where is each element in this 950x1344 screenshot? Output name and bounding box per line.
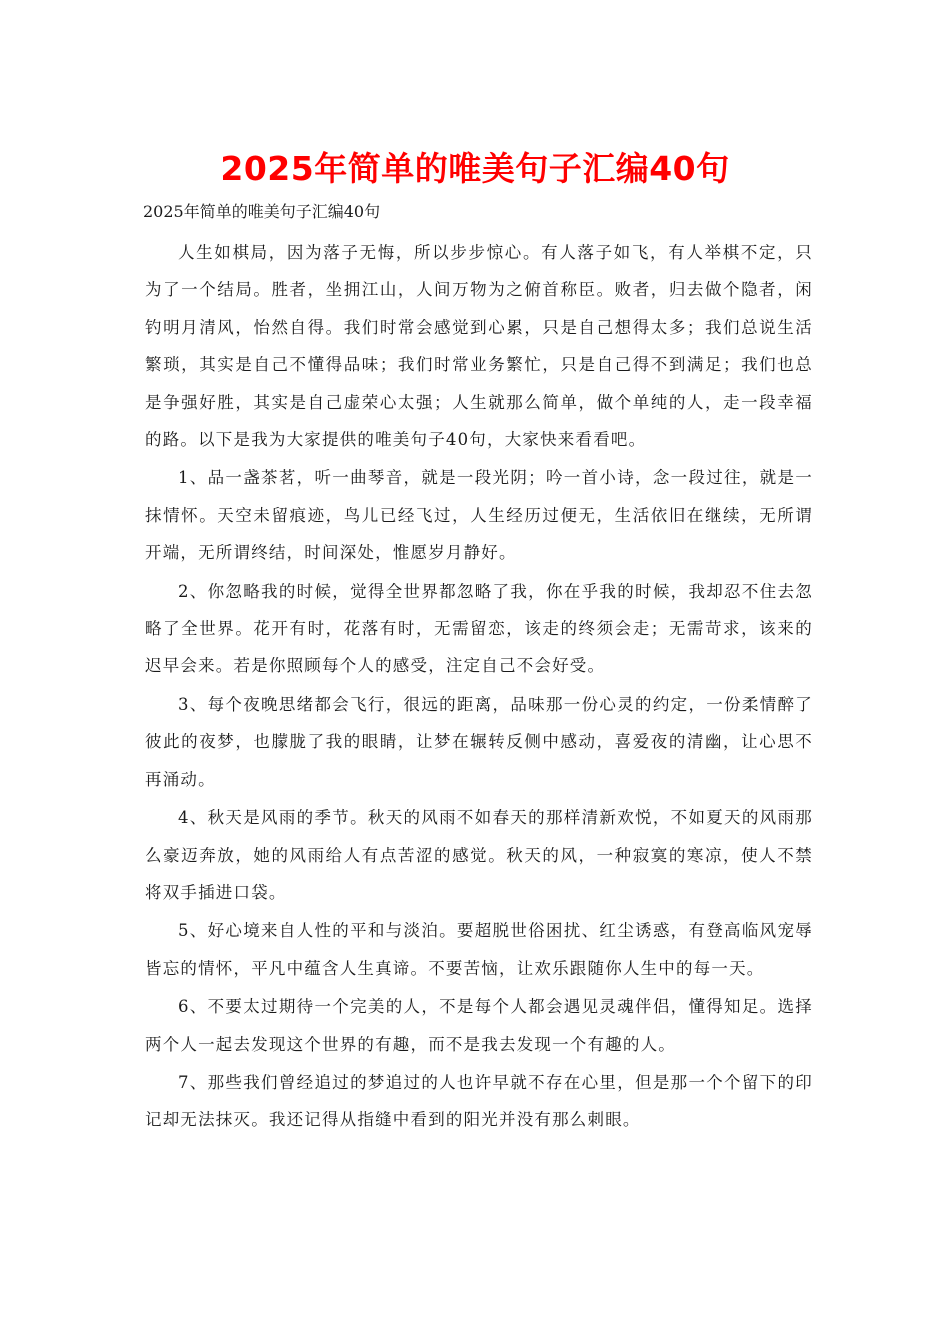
intro-paragraph: 人生如棋局，因为落子无悔，所以步步惊心。有人落子如飞，有人举棋不定，只为了一个结局。胜者，坐拥江山，人间万物为之俯首称臣。败者，归去做个隐者，闲钓明月清风，怡然自得。我们时常会感觉到心累，只是自己想得太多；我们总说生活繁琐，其实是自己不懂得品味；我们时常业务繁忙，只是自己得不到满足；我们也总是争强好胜，其实是自己虚荣心太强；人生就那么简单，做个单纯的人，走一段幸福的路。以下是我为大家提供的唯美句子40句，大家快来看看吧。 [145, 243, 813, 450]
sentence-paragraph-1: 1、品一盏茶茗，听一曲琴音，就是一段光阴；吟一首小诗，念一段过往，就是一抹情怀。天空未留痕迹，鸟儿已经飞过，人生经历过便无，生活依旧在继续，无所谓开端，无所谓终结，时间深处，惟愿岁月静好。 [145, 468, 813, 563]
document-subtitle: 2025年简单的唯美句子汇编40句 [143, 202, 381, 221]
sentence-paragraph-3: 3、每个夜晚思绪都会飞行，很远的距离，品味那一份心灵的约定，一份柔情醉了彼此的夜梦，也朦胧了我的眼睛，让梦在辗转反侧中感动，喜爱夜的清幽，让心思不再涌动。 [145, 694, 813, 789]
document-body [145, 234, 813, 1140]
document-title: 2025年简单的唯美句子汇编40句 [220, 149, 730, 188]
sentence-paragraph-6: 6、不要太过期待一个完美的人，不是每个人都会遇见灵魂伴侣，懂得知足。选择两个人一起去发现这个世界的有趣，而不是我去发现一个有趣的人。 [145, 997, 813, 1054]
sentence-paragraph-7: 7、那些我们曾经追过的梦追过的人也许早就不存在心里，但是那一个个留下的印记却无法抹灭。我还记得从指缝中看到的阳光并没有那么刺眼。 [145, 1072, 813, 1130]
sentence-paragraph-5: 5、好心境来自人性的平和与淡泊。要超脱世俗困扰、红尘诱惑，有登高临风宠辱皆忘的情怀，平凡中蕴含人生真谛。不要苦恼，让欢乐跟随你人生中的每一天。 [145, 921, 813, 978]
sentence-paragraph-2: 2、你忽略我的时候，觉得全世界都忽略了我，你在乎我的时候，我却忍不住去忽略了全世界。花开有时，花落有时，无需留恋，该走的终须会走；无需苛求，该来的迟早会来。若是你照顾每个人的感受，注定自己不会好受。 [145, 581, 813, 676]
sentence-paragraph-4: 4、秋天是风雨的季节。秋天的风雨不如春天的那样清新欢悦，不如夏天的风雨那么豪迈奔放，她的风雨给人有点苦涩的感觉。秋天的风，一种寂寞的寒凉，使人不禁将双手插进口袋。 [145, 808, 813, 902]
